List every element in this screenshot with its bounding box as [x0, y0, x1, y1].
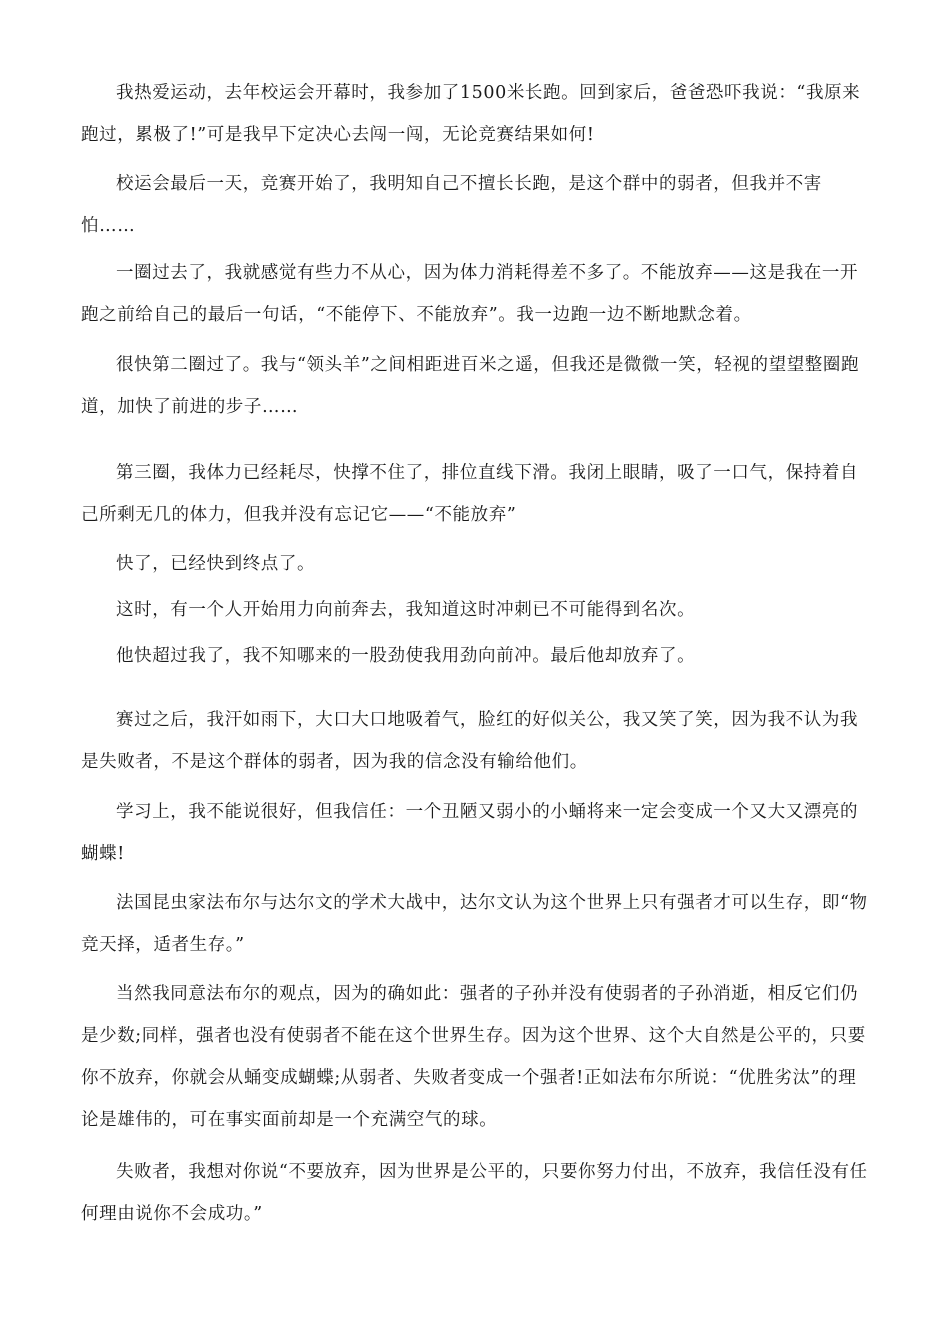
paragraph-4: 很快第二圈过了。我与“领头羊”之间相距进百米之遥，但我还是微微一笑，轻视的望望整圈跑道，加快了前进的步子……	[81, 355, 860, 417]
paragraph-11: 法国昆虫家法布尔与达尔文的学术大战中，达尔文认为这个世界上只有强者才可以生存，即“物竞天择，适者生存。”	[81, 893, 868, 955]
paragraph-8: 他快超过我了，我不知哪来的一股劲使我用劲向前冲。最后他却放弃了。	[116, 646, 696, 666]
paragraph-2: 校运会最后一天，竞赛开始了，我明知自己不擅长长跑，是这个群中的弱者，但我并不害怕……	[81, 174, 822, 236]
paragraph-3: 一圈过去了，我就感觉有些力不从心，因为体力消耗得差不多了。不能放弃——这是我在一开跑之前给自己的最后一句话，“不能停下、不能放弃”。我一边跑一边不断地默念着。	[81, 263, 859, 325]
paragraph-13: 失败者，我想对你说“不要放弃，因为世界是公平的，只要你努力付出，不放弃，我信任没有任何理由说你不会成功。”	[81, 1162, 868, 1224]
paragraph-10: 学习上，我不能说很好，但我信任：一个丑陋又弱小的小蛹将来一定会变成一个又大又漂亮的蝴蝶!	[81, 802, 859, 864]
paragraph-9: 赛过之后，我汗如雨下，大口大口地吸着气，脸红的好似关公，我又笑了笑，因为我不认为我是失败者，不是这个群体的弱者，因为我的信念没有输给他们。	[81, 710, 859, 772]
paragraph-5: 第三圈，我体力已经耗尽，快撑不住了，排位直线下滑。我闭上眼睛，吸了一口气，保持着自己所剩无几的体力，但我并没有忘记它——“不能放弃”	[81, 463, 859, 525]
paragraph-12: 当然我同意法布尔的观点，因为的确如此：强者的子孙并没有使弱者的子孙消逝，相反它们仍是少数;同样，强者也没有使弱者不能在这个世界生存。因为这个世界、这个大自然是公平的，只要你不放弃，你就会从蛹变成蝴蝶;从弱者、失败者变成一个强者!正如法布尔所说：“优胜劣汰”的理论是雄伟的，可在事实面前却是一个充满空气的球。	[81, 984, 866, 1130]
paragraph-1: 我热爱运动，去年校运会开幕时，我参加了1500米长跑。回到家后，爸爸恐吓我说：“我原来跑过，累极了!”可是我早下定决心去闯一闯，无论竞赛结果如何!	[81, 83, 861, 145]
paragraph-7: 这时，有一个人开始用力向前奔去，我知道这时冲刺已不可能得到名次。	[116, 600, 696, 620]
paragraph-6: 快了，已经快到终点了。	[116, 554, 316, 574]
